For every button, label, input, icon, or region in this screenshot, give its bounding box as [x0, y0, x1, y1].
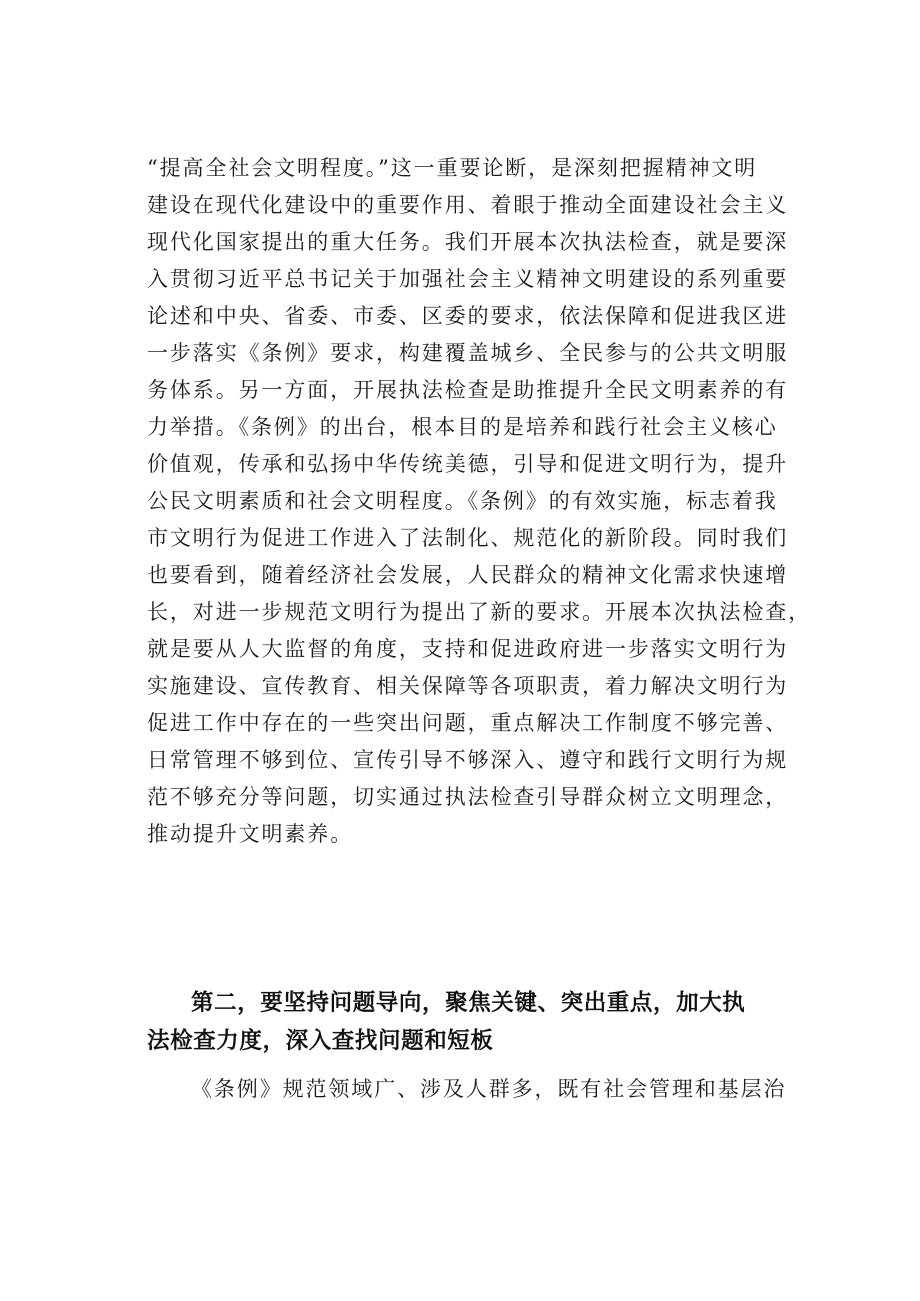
paragraph-line: “提高全社会文明程度。”这一重要论断，是深刻把握精神文明	[147, 156, 758, 180]
next-paragraph	[147, 1071, 817, 1108]
paragraph-line: 入贯彻习近平总书记关于加强社会主义精神文明建设的系列重要	[147, 267, 789, 291]
section-heading	[147, 984, 817, 1060]
paragraph-line: 现代化国家提出的重大任务。我们开展本次执法检查，就是要深	[147, 230, 789, 254]
heading-line: 第二，要坚持问题导向，聚焦关键、突出重点，加大执	[191, 990, 746, 1016]
paragraph-line: 公民文明素质和社会文明程度。《条例》的有效实施，标志着我	[147, 489, 778, 513]
paragraph-line: 市文明行为促进工作进入了法制化、规范化的新阶段。同时我们	[147, 526, 789, 550]
paragraph-line: 长，对进一步规范文明行为提出了新的要求。开展本次执法检查，	[147, 600, 812, 624]
paragraph-line: 实施建设、宣传教育、相关保障等各项职责，着力解决文明行为	[147, 674, 789, 698]
paragraph-line: 一步落实《条例》要求，构建覆盖城乡、全民参与的公共文明服	[147, 341, 789, 365]
paragraph-line: 价值观，传承和弘扬中华传统美德，引导和促进文明行为，提升	[147, 452, 789, 476]
paragraph-line: 就是要从人大监督的角度，支持和促进政府进一步落实文明行为	[147, 637, 789, 661]
paragraph-line: 促进工作中存在的一些突出问题，重点解决工作制度不够完善、	[147, 711, 789, 735]
body-paragraph	[147, 150, 817, 853]
paragraph-line: 《条例》规范领域广、涉及人群多，既有社会管理和基层治	[191, 1077, 787, 1101]
paragraph-line: 日常管理不够到位、宣传引导不够深入、遵守和践行文明行为规	[147, 748, 789, 772]
paragraph-line: 推动提升文明素养。	[147, 822, 354, 846]
heading-line: 法检查力度，深入查找问题和短板	[147, 1028, 494, 1054]
paragraph-line: 建设在现代化建设中的重要作用、着眼于推动全面建设社会主义	[147, 193, 789, 217]
paragraph-line: 论述和中央、省委、市委、区委的要求，依法保障和促进我区进	[147, 304, 789, 328]
paragraph-line: 也要看到，随着经济社会发展，人民群众的精神文化需求快速增	[147, 563, 789, 587]
paragraph-line: 务体系。另一方面，开展执法检查是助推提升全民文明素养的有	[147, 378, 789, 402]
paragraph-line: 力举措。《条例》的出台，根本目的是培养和践行社会主义核心	[147, 415, 778, 439]
paragraph-line: 范不够充分等问题，切实通过执法检查引导群众树立文明理念，	[147, 785, 789, 809]
